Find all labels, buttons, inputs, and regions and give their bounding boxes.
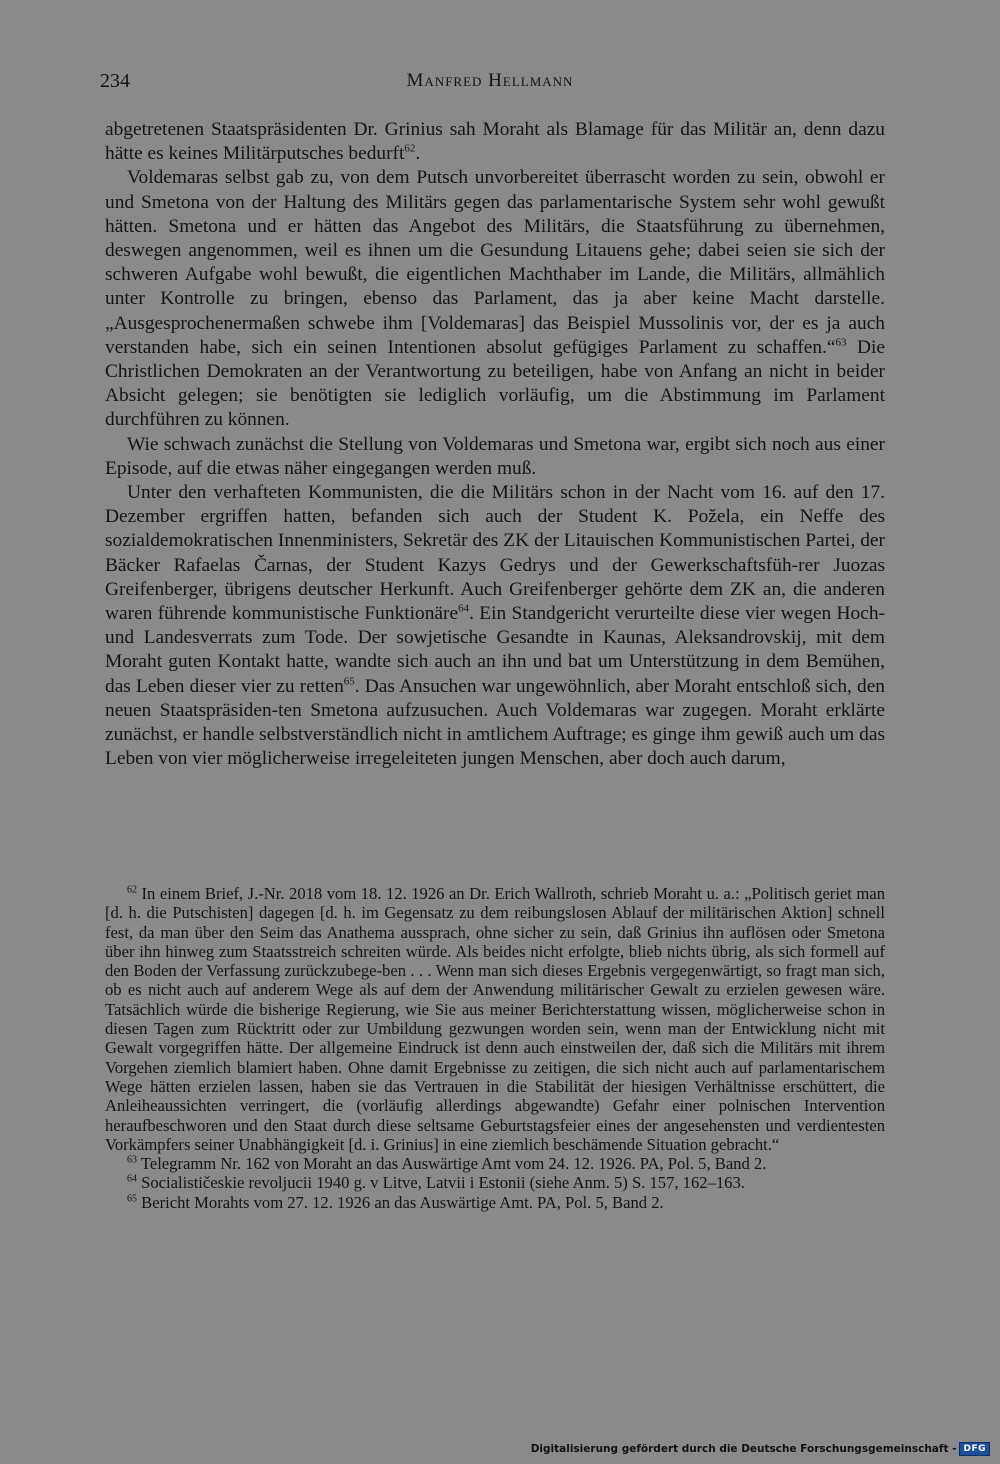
paragraph-1-tail: .	[415, 143, 421, 165]
footnote-62	[105, 884, 885, 1154]
paragraph-2-text-b: Die Christlichen Demokraten an der Verantwortung zu beteiligen, habe von Anfang an nicht in beider Absicht gelegen; sie benötigten sie lediglich vorläufig, um die Abstimmung im Parlament durchführen zu können.	[105, 336, 885, 431]
paragraph-4-text-c: . Das Ansuchen war ungewöhnlich, aber Moraht entschloß sich, den neuen Staatspräsiden-ten Smetona aufzusuchen. Auch Voldemaras war zugegen. Moraht erklärte zunächst, er handle selbstverständlich nicht in amtlichem Auftrage; es ginge ihm gewiß auch um das Leben von vier möglicherweise irregeleiteten jungen Menschen, aber doch auch darum,	[105, 675, 885, 770]
paragraph-4-text-a: Unter den verhafteten Kommunisten, die die Militärs schon in der Nacht vom 16. auf den 17. Dezember ergriffen hatten, befanden sich auch der Student K. Požela, ein Neffe des sozialdemokratischen Innenministers, Sekretär des ZK der Litauischen Kommunistischen Partei, der Bäcker Rafaelas Čarnas, der Student Kazys Gedrys und der Gewerkschaftsfüh-rer Juozas Greifenberger, übrigens deutscher Herkunft. Auch Greifenberger gehörte dem ZK an, die anderen waren führende kommunistische Funktionäre	[105, 482, 885, 625]
footnote-number: 62	[127, 884, 137, 896]
footnote-63	[105, 1154, 885, 1173]
footnote-ref-64[interactable]: 64	[458, 602, 470, 615]
footnote-65	[105, 1193, 885, 1212]
footnote-number: 65	[127, 1193, 137, 1205]
paragraph-1-text: abgetretenen Staatspräsidenten Dr. Grinius sah Moraht als Blamage für das Militär an, denn dazu hätte es keines Militärputsches bedurft	[105, 119, 885, 165]
footnotes	[105, 884, 885, 1212]
footnote-ref-63[interactable]: 63	[835, 336, 847, 349]
running-head: Manfred Hellmann	[406, 70, 574, 91]
body-text	[105, 118, 885, 771]
paragraph-2-text-a: Voldemaras selbst gab zu, von dem Putsch unvorbereitet überrascht worden zu sein, obwohl er und Smetona von der Haltung des Militärs gegen das parlamentarische System sehr wohl gewußt hätten. Smetona und er hätten das Angebot des Militärs, die Staatsführung zu übernehmen, deswegen angenommen, weil es ihnen um die Gesundung Litauens gehe; dabei seien sie sich der schweren Aufgabe wohl bewußt, die eigentlichen Machthaber im Lande, die Militärs, allmählich unter Kontrolle zu bringen, ebenso das Parlament, das ja aber keine Macht darstelle. „Ausgesprochenermaßen schwebe ihm [Voldemaras] das Beispiel Mussolinis vor, der es ja auch verstanden habe, sich ein seinen Intentionen absolut gefügiges Parlament zu schaffen.“	[105, 167, 885, 358]
footnote-text: Socialističeskie revoljucii 1940 g. v Litve, Latvii i Estonii (siehe Anm. 5) S. 157, 162–163.	[137, 1173, 745, 1193]
paragraph-4	[105, 481, 885, 771]
footnote-64	[105, 1173, 885, 1192]
footnote-number: 63	[127, 1154, 137, 1166]
footnote-ref-62[interactable]: 62	[404, 142, 416, 155]
footnote-text: Bericht Morahts vom 27. 12. 1926 an das Auswärtige Amt. PA, Pol. 5, Band 2.	[137, 1192, 664, 1212]
banner-text: Digitalisierung gefördert durch die Deutsche Forschungsgemeinschaft -	[530, 1443, 957, 1455]
paragraph-4-text-b: . Ein Standgericht verurteilte diese vier wegen Hoch- und Landesverrats zum Tode. Der sowjetische Gesandte in Kaunas, Aleksandrovskij, mit dem Moraht guten Kontakt hatte, wandte sich auch an ihn und bat um Unterstützung in dem Bemühen, das Leben dieser vier zu retten	[105, 603, 885, 697]
footnote-ref-65[interactable]: 65	[343, 675, 355, 688]
digitization-banner	[531, 1442, 990, 1456]
footnote-text: In einem Brief, J.-Nr. 2018 vom 18. 12. 1926 an Dr. Erich Wallroth, schrieb Moraht u. a.: „Politisch geriet man [d. h. die Putschisten] dagegen [d. h. im Gegensatz zu dem reibungslosen Ablauf der militärischen Aktion] schnell fest, da man über den Seim das Anathema aussprach, ohne sicher zu sein, daß Grinius ihn auflösen oder Smetona über ihn hinweg zum Staatsstreich schreiten würde. Als beides nicht erfolgte, blieb nichts übrig, als sich formell auf den Boden der Verfassung zurückzubege-ben . . . Wenn man sich dieses Ergebnis vergegenwärtigt, so fragt man sich, ob es nicht auch auf anderem Wege als auf dem der Anwendung militärischer Gewalt zu erzielen gewesen wäre. Tatsächlich würde die bisherige Regierung, wie Sie aus meiner Berichterstattung wissen, möglicherweise schon in diesen Tagen zum Rücktritt oder zur Umbildung gezwungen worden sein, wenn man der Entwicklung nicht mit Gewalt vorgegriffen hätte. Der allgemeine Eindruck ist denn auch einstweilen der, daß sich die Militärs mit ihrem Vorgehen ziemlich blamiert haben. Ohne damit Ergebnisse zu zeitigen, die sich nicht auch auf parlamentarischem Wege hätten erzielen lassen, haben sie das Vertrauen in die Stabilität der hiesigen Verhältnisse erschüttert, die Anleiheaussichten verringert, die (vorläufig allerdings abgewandte) Gefahr einer polnischen Intervention heraufbeschworen und den Staat durch diese seltsame Geburtstagsfeier eines der angesehensten und verdientesten Vorkämpfers seiner Unabhängigkeit [d. i. Grinius] in eine ziemlich beschämende Situation gebracht.“	[105, 884, 885, 1154]
dfg-logo[interactable]: DFG	[959, 1442, 990, 1456]
footnote-number: 64	[127, 1173, 137, 1185]
paragraph-3: Wie schwach zunächst die Stellung von Voldemaras und Smetona war, ergibt sich noch aus einer Episode, auf die etwas näher eingegangen werden muß.	[105, 433, 885, 479]
page-number: 234	[100, 70, 130, 92]
footnote-text: Telegramm Nr. 162 von Moraht an das Auswärtige Amt vom 24. 12. 1926. PA, Pol. 5, Band 2.	[137, 1154, 767, 1174]
paragraph-2	[105, 166, 885, 432]
paragraph-1	[105, 118, 885, 166]
